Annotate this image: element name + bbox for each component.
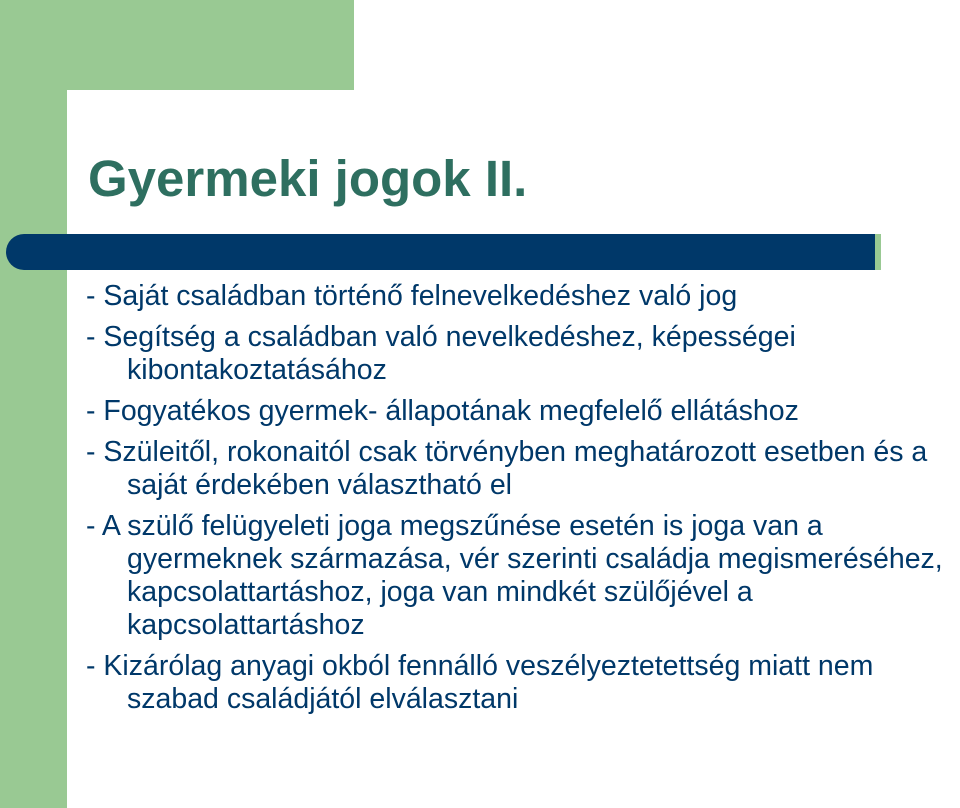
top-accent-band (0, 0, 354, 90)
left-accent-band (0, 0, 67, 808)
content-corner (67, 90, 127, 150)
bullet-item: - Fogyatékos gyermek- állapotának megfelelő ellátáshoz (86, 395, 799, 427)
bullet-list (86, 280, 956, 724)
bullet-item: - Szüleitől, rokonaitól csak törvényben meghatározott esetben és a saját érdekében választható el (86, 436, 928, 501)
title-divider-bar (6, 234, 875, 270)
divider-accent-tail (875, 234, 881, 270)
bullet-item: - Kizárólag anyagi okból fennálló veszélyeztetettség miatt nem szabad családjától elválasztani (86, 650, 874, 715)
bullet-item: - Segítség a családban való nevelkedéshez, képességei kibontakoztatásához (86, 321, 796, 386)
bullet-item: - A szülő felügyeleti joga megszűnése esetén is joga van a gyermeknek származása, vér szerinti családja megismeréséhez, kapcsolattartáshoz, joga van mindkét szülőjével a kapcsolattartáshoz (86, 510, 943, 641)
bullet-item: - Saját családban történő felnevelkedéshez való jog (86, 280, 738, 312)
slide-title: Gyermeki jogok II. (88, 150, 528, 207)
